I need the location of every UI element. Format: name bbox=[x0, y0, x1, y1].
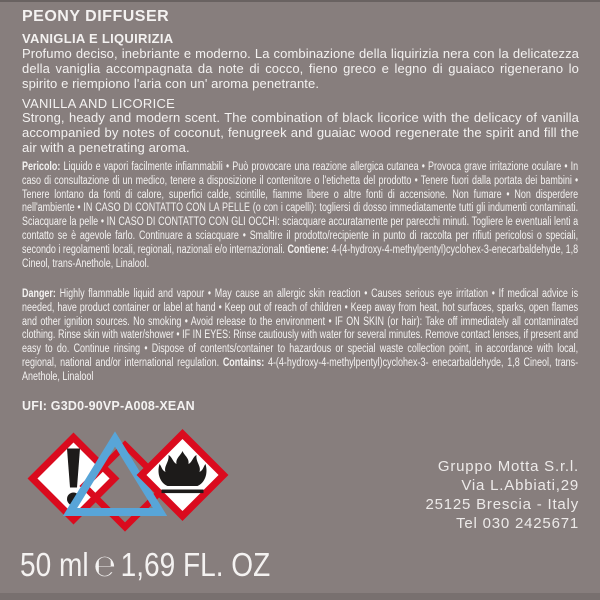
company-street: Via L.Abbiati,29 bbox=[461, 477, 579, 494]
contains-label-italian: Contiene: bbox=[287, 243, 329, 256]
company-name: Gruppo Motta S.r.l. bbox=[437, 458, 579, 475]
company-city: 25125 Brescia - Italy bbox=[425, 496, 579, 513]
contains-label-english: Contains: bbox=[222, 356, 265, 369]
hazard-lead-english: Danger: bbox=[22, 288, 56, 300]
hazard-pictograms bbox=[26, 428, 230, 532]
volume-imperial: 1,69 FL. OZ bbox=[120, 546, 271, 583]
volume-metric: 50 ml bbox=[20, 546, 89, 583]
hazard-statement-italian bbox=[22, 161, 578, 271]
label-bottom-edge bbox=[0, 593, 600, 600]
hazard-body-english: Highly flammable liquid and vapour • May cause an allergic skin reaction • Causes serious eye irritation • If medical advice is needed, have product container or label at hand • Keep out of reach of children • Keep away from heat, hot surfaces, sparks, open flames and other ignition sources. No smoking • Avoid release to the environment • IF ON SKIN (or hair): Take off immediately all contaminated clothing. Rinse skin with water/shower • IF IN EYES: Rinse cautiously with water for several minutes. Remove contact lenses, if present and easy to do. Continue rinsing • Dispose of contents/container to hazardous or special waste collection point, in accordance with local, regional, national and/or international regulation. bbox=[22, 288, 579, 369]
scent-heading-italian: VANIGLIA E LIQUIRIZIA bbox=[22, 31, 174, 46]
estimated-sign: ℮ bbox=[93, 549, 116, 584]
hazard-body-italian: Liquido e vapori facilmente infiammabili • Può provocare una reazione allergica cutanea • Provoca grave irritazione oculare • In caso di consultazione di un medico, tenere a disposizione il contenitore o l'etichetta del prodotto • Tenere fuori dalla portata dei bambini • Tenere lontano da fonti di calore, superfici calde, scintille, fiamme libere o altre fonti di accensione. Non fumare • Non disperdere nell'ambiente • IN CASO DI CONTATTO CON LA PELLE (o con i capelli): togliersi di dosso immediatamente tutti gli indumenti contaminati. Sciacquare la pelle • IN CASO DI CONTATTO CON GLI OCCHI: sciacquare accuratamente per parecchi minuti. Togliere le eventuali lenti a contatto se è agevole farlo. Continuare a sciacquare • Smaltire il prodotto/recipiente in punto di raccolta per rifiuti pericolosi o speciali, secondo i regolamenti locali, regionali, nazionali e/o internazionali. bbox=[22, 161, 579, 256]
hazard-lead-italian: Pericolo: bbox=[22, 161, 61, 173]
scent-description-italian: Profumo deciso, inebriante e moderno. La combinazione della liquirizia nera con la delicatezza della vaniglia accompagnata da note di cocco, fieno greco e legno di guaiaco rigenerano lo spirito e riempiono l'aria con un' aroma penetrante. bbox=[22, 46, 579, 92]
contains-body-english: 4-(4-hydroxy-4-methylpentyl)cyclohex-3- enecarbaldehyde, 1,8 Cineol, trans-Anethole, Linalool bbox=[22, 356, 579, 383]
contains-body-italian: 4-(4-hydroxy-4-methylpentyl)cyclohex-3-enecarbaldehyde, 1,8 Cineol, trans-Anethole, Linalool. bbox=[22, 243, 579, 270]
scent-heading-english: VANILLA AND LICORICE bbox=[22, 96, 176, 111]
scent-description-english: Strong, heady and modern scent. The combination of black licorice with the delicacy of vanilla accompanied by notes of coconut, fenugreek and guaiac wood regenerate the spirit and fill the air with a penetrating aroma. bbox=[22, 110, 579, 156]
product-title: PEONY DIFFUSER bbox=[22, 8, 170, 25]
net-volume bbox=[20, 545, 270, 587]
company-phone: Tel 030 2425671 bbox=[456, 515, 579, 532]
label-top-edge bbox=[0, 0, 600, 2]
ufi-code: UFI: G3D0-90VP-A008-XEAN bbox=[22, 399, 195, 413]
hazard-statement-english bbox=[22, 288, 578, 385]
company-address bbox=[425, 457, 579, 533]
